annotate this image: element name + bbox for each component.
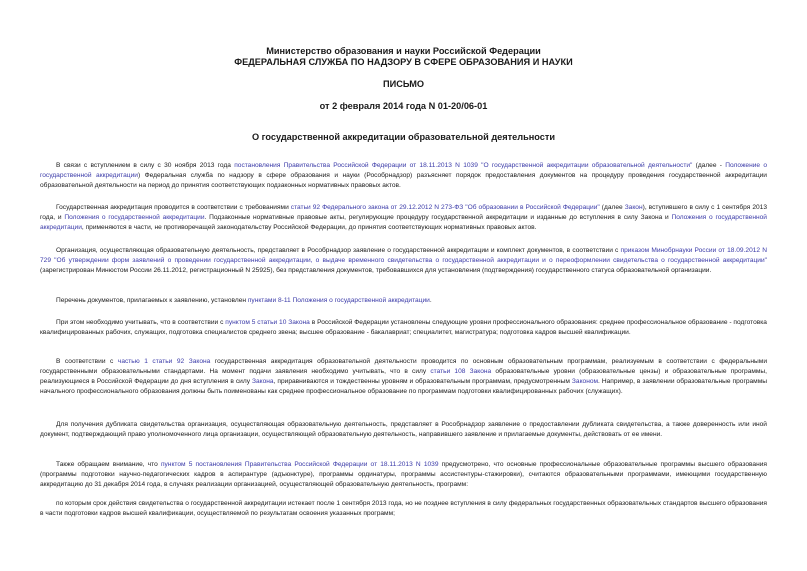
paragraph-text: , применяются в части, не противоречащей законодательству Российской Федерации, до принятия соответствующих нормативных правовых актов. [81, 224, 537, 231]
agency-name: ФЕДЕРАЛЬНАЯ СЛУЖБА ПО НАДЗОРУ В СФЕРЕ ОБРАЗОВАНИЯ И НАУКИ [234, 57, 573, 67]
paragraph [40, 246, 767, 276]
paragraph [40, 357, 767, 397]
paragraph-text: государственная аккредитация образовательной деятельности проводится по основным образовательным программам, реализуемым в соответствии с федеральными государственными образовательными стандартами. На момент подачи заявления необходимо учитывать, что в силу [40, 358, 767, 375]
document-title: О государственной аккредитации образовательной деятельности [251, 132, 556, 142]
document-link[interactable]: Положения о государственной аккредитации [40, 214, 767, 231]
document-type: ПИСЬМО [382, 79, 425, 89]
paragraph-text: предусмотрено, что основные профессиональные образовательные программы высшего образования (программы подготовки научно-педагогических кадров в аспирантуре (адъюнктуре), программы ординатуры, программы ассистентуры-стажировки), считаются образовательными программами, имеющими государственную аккредитацию до 31 декабря 2014 года, в случаях реализации организацией, осуществляющей образовательную деятельность, программ: [40, 461, 767, 488]
paragraph-text: (далее [599, 204, 625, 211]
paragraph [40, 499, 767, 519]
paragraph-text: . Например, в заявлении образовательные программы начального профессионального образования должны быть поименованы как среднее профессиональное образование по программам подготовки квалифицированных рабочих (служащих). [40, 378, 767, 395]
paragraph-text: Организация, осуществляющая образовательную деятельность, представляет в Рособрнадзор заявление о государственной аккредитации и комплект документов, в соответствии с [56, 247, 621, 254]
paragraph [40, 161, 767, 191]
paragraph-text: В соответствии с [56, 358, 118, 365]
document-link[interactable]: пунктами 8-11 Положения о государственной аккредитации [247, 297, 430, 304]
document-link[interactable]: Законом [571, 378, 599, 385]
paragraph [40, 203, 767, 233]
document-link[interactable]: Положения о государственной аккредитации [64, 214, 205, 221]
paragraph-text: . Подзаконные нормативные правовые акты, регулирующие процедуру государственной аккредитации и изданные до вступления в силу Закона и [204, 214, 672, 221]
paragraph-text: . [429, 297, 432, 304]
document-link[interactable]: Положение о государственной аккредитации [40, 162, 767, 179]
document-link[interactable]: Закон [624, 204, 643, 211]
paragraph [40, 460, 767, 490]
document-link[interactable]: статьи 92 Федерального закона от 29.12.2012 N 273-ФЗ "Об образовании в Российской Федерации" [290, 204, 600, 211]
document-link[interactable]: частью 1 статьи 92 Закона [117, 358, 211, 365]
paragraph-text: Государственная аккредитация проводится в соответствии с требованиями [56, 204, 291, 211]
paragraph-text: , приравниваются и тождественны уровням и образовательным программам, предусмотренным [273, 378, 572, 385]
paragraph-text: Перечень документов, прилагаемых к заявлению, установлен [56, 297, 248, 304]
paragraph-text: образовательные уровни (образовательные цензы) и образовательные программы, реализующиеся в Российской Федерации до дня вступления в силу [40, 368, 767, 385]
paragraph-text: (зарегистрирован Минюстом России 26.11.2012, регистрационный N 25925), без представления документов, требовавшихся для установления (подтверждения) государственного статуса образовательной организации. [40, 267, 712, 274]
paragraph-text: в Российской Федерации установлены следующие уровни профессионального образования: среднее профессиональное образование - подготовка квалифицированных рабочих, служащих, подготовка специалистов среднего звена; высшее образование - бакалавриат; специалитет, магистратура; подготовка кадров высшей квалификации. [40, 319, 767, 336]
document-link[interactable]: приказом Минобрнауки России от 18.09.2012 N 729 "Об утверждении форм заявлений о проведении государственной аккредитации, о выдаче временного свидетельства о государственной аккредитации и о переоформлении свидетельства о государственной аккредитации" [40, 247, 768, 264]
paragraph-text: При этом необходимо учитывать, что в соответствии с [56, 319, 226, 326]
paragraph-text: В связи с вступлением в силу с 30 ноября 2013 года [56, 162, 235, 169]
document-link[interactable]: пунктом 5 постановления Правительства Российской Федерации от 18.11.2013 N 1039 [160, 461, 439, 468]
document-link[interactable]: Закона [251, 378, 274, 385]
paragraph-text: Для получения дубликата свидетельства организация, осуществляющая образовательную деятельность, представляет в Рособрнадзор заявление о предоставлении дубликата свидетельства, а также доверенность или иной документ, подтверждающий право уполномоченного лица организации, осуществляющей образовательную деятельность, направившего заявление и прилагаемые документы, действовать от ее имени. [40, 421, 767, 438]
paragraph [40, 296, 767, 306]
ministry-name: Министерство образования и науки Российской Федерации [266, 46, 541, 56]
paragraph [40, 318, 767, 338]
paragraph-text: (далее - [692, 162, 726, 169]
paragraph-text: ), вступившего в силу с 1 сентября 2013 года, и [40, 204, 767, 221]
paragraph-text: Также обращаем внимание, что [56, 461, 161, 468]
paragraph [40, 420, 767, 440]
paragraph-text: ) Федеральная служба по надзору в сфере образования и науки (Рособрнадзор) разъясняет порядок предоставления документов на процедуру проведения государственной аккредитации образовательной деятельности на период до принятия соответствующих подзаконных нормативных правовых актов. [40, 172, 767, 189]
document-link[interactable]: постановления Правительства Российской Федерации от 18.11.2013 N 1039 "О государственной аккредитации образовательной деятельности" [234, 162, 693, 169]
document-link[interactable]: статьи 108 Закона [430, 368, 492, 375]
document-date-number: от 2 февраля 2014 года N 01-20/06-01 [319, 101, 488, 111]
document-link[interactable]: пунктом 5 статьи 10 Закона [225, 319, 310, 326]
paragraph-text: по которым срок действия свидетельства о государственной аккредитации истекает после 1 сентября 2013 года, но не позднее вступления в силу федеральных государственных образовательных стандартов высшего образования в части подготовки кадров высшей квалификации, осуществляемой по результатам освоения указанных программ; [40, 500, 767, 517]
